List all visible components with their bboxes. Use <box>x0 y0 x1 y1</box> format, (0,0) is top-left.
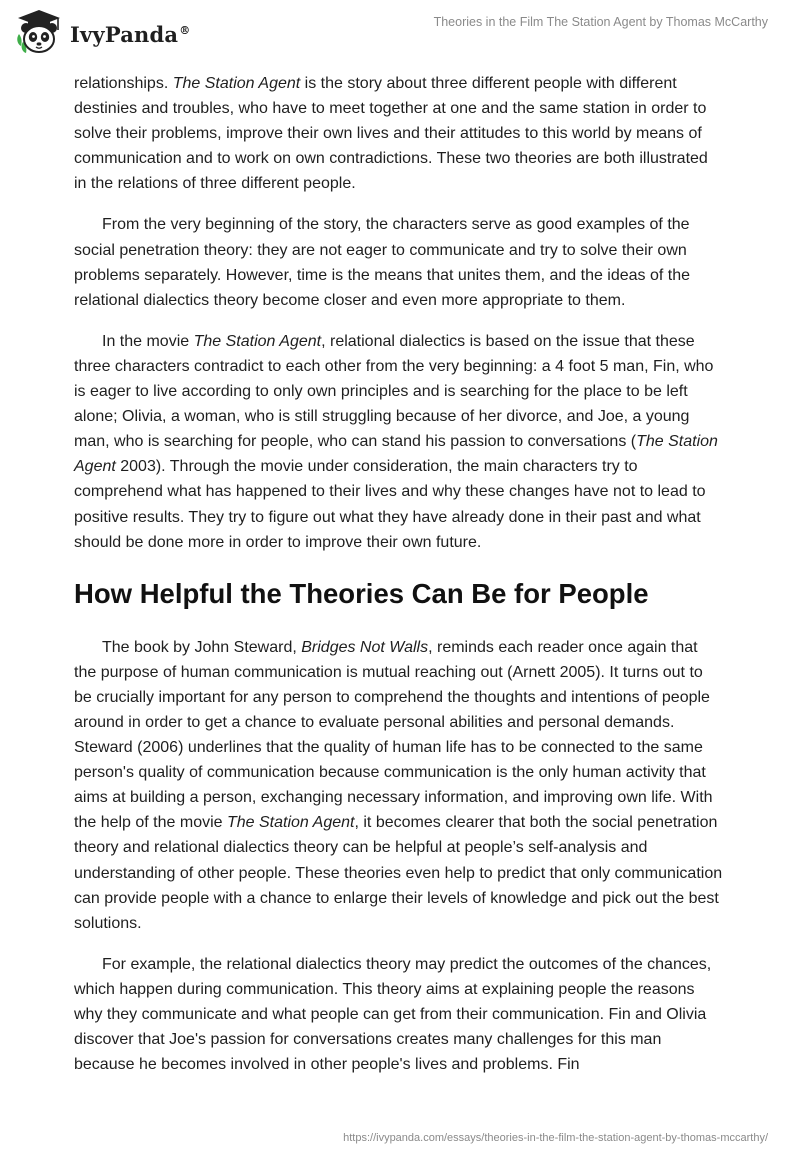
paragraph-4 <box>74 635 724 936</box>
paragraph-text: In the movie <box>102 332 194 350</box>
paragraph-text: The book by John Steward, <box>102 638 302 656</box>
logo-wordmark <box>70 22 190 47</box>
film-title-italic: The Station Agent <box>74 433 718 476</box>
source-url[interactable]: https://ivypanda.com/essays/theories-in-the-film-the-station-agent-by-thomas-mccarthy/ <box>343 1132 768 1144</box>
paragraph-text: , relational dialectics is based on the issue that these three characters contradict to each other from the very beginning: a 4 foot 5 man, Fin, who is eager to live according to only own principles and is searching for the place to be left alone; Olivia, a woman, who is still struggling because of her divorce, and Joe, a young man, who is searching for people, who can stand his passion to conversations ( <box>74 332 714 451</box>
paragraph-text: 2003). Through the movie under consideration, the main characters try to comprehend what has happened to their lives and why these changes have not to lead to positive results. They try to figure out what they have already done in their past and what should be done more in order to improve their own future. <box>74 458 706 551</box>
document-title: Theories in the Film The Station Agent by Thomas McCarthy <box>433 15 768 29</box>
paragraph-3 <box>74 329 724 555</box>
registered-mark: ® <box>179 23 191 37</box>
paragraph-text: For example, the relational dialectics theory may predict the outcomes of the chances, which happen during communication. This theory aims at explaining people the reasons why they communicate and what people can get from their communication. Fin and Olivia discover that Joe's passion for conversations creates many challenges for this man because he becomes involved in other people's lives and problems. Fin <box>74 955 712 1074</box>
panda-graduation-cap-icon <box>14 8 64 56</box>
paragraph-text: relationships. <box>74 75 173 92</box>
film-title-italic: The Station Agent <box>193 332 322 350</box>
page-header <box>0 0 800 60</box>
paragraph-1 <box>74 71 724 196</box>
paragraph-text: , it becomes clearer that both the social penetration theory and relational dialectics theory can be helpful at people’s self-analysis and understanding of other people. These theories even help to predict that only communication can provide people with a chance to enlarge their levels of knowledge and pick out the best solutions. <box>74 814 723 932</box>
book-title-italic: Bridges Not Walls <box>301 638 429 656</box>
logo-text: IvyPanda <box>70 21 179 47</box>
film-title-italic: The Station Agent <box>172 75 301 92</box>
paragraph-5 <box>74 952 724 1077</box>
essay-body <box>74 71 724 1093</box>
paragraph-text: From the very beginning of the story, the characters serve as good examples of the social penetration theory: they are not eager to communicate and try to solve their own problems separately. However, time is the means that unites them, and the ideas of the relational dialectics theory become closer and even more appropriate to them. <box>74 216 691 309</box>
section-heading: How Helpful the Theories Can Be for People <box>74 577 649 609</box>
paragraph-2 <box>74 212 724 312</box>
ivypanda-logo[interactable] <box>14 8 190 56</box>
paragraph-text: , reminds each reader once again that the purpose of human communication is mutual reaching out (Arnett 2005). It turns out to be crucially important for any person to comprehend the thoughts and intentions of people around in order to get a chance to evaluate personal abilities and personal demands. Steward (2006) underlines that the quality of human life has to be connected to the same person's quality of communication because communication is the only human activity that aims at building a person, exchanging necessary information, and improving own life. With the help of the movie <box>74 638 713 832</box>
film-title-italic: The Station Agent <box>226 814 355 832</box>
paragraph-text: is the story about three different people with different destinies and troubles, who have to meet together at one and the same station in order to solve their problems, improve their own lives and their attitudes to this world by means of communication and to work on own contradictions. These two theories are both illustrated in the relations of three different people. <box>74 75 708 193</box>
